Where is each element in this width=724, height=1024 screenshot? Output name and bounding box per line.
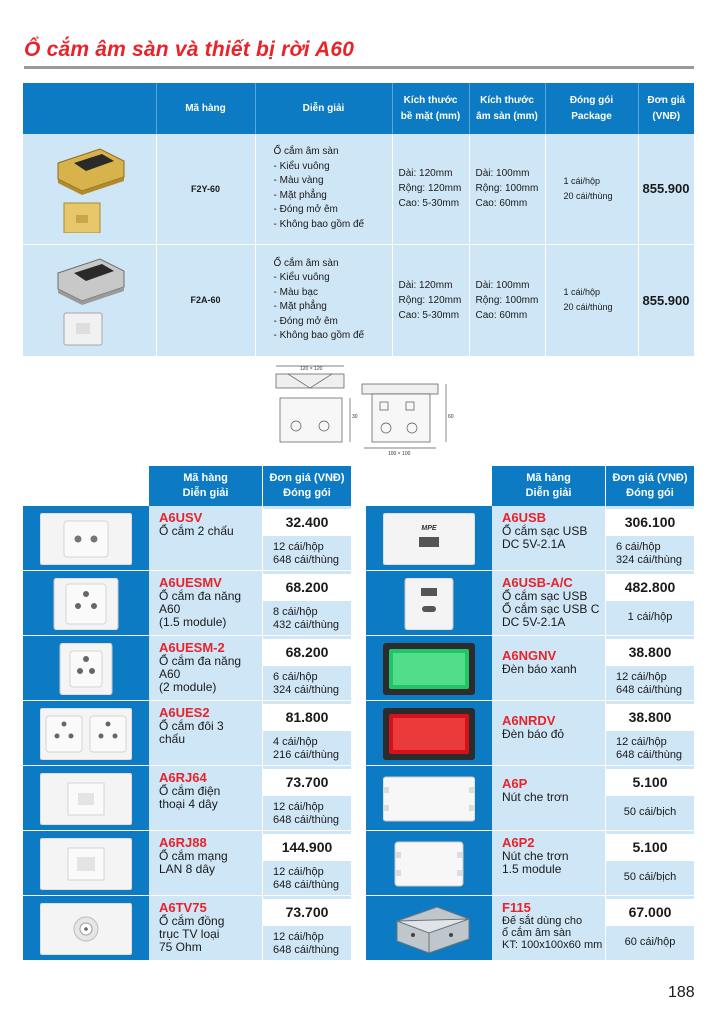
product-row (366, 506, 694, 571)
product-description: Đèn báo xanh (502, 662, 577, 676)
page-number: 188 (668, 984, 695, 1001)
floor-dimensions: Dài: 100mm Rộng: 100mm Cao: 60mm (469, 134, 545, 244)
grid-header (23, 466, 351, 506)
silver-floor-socket-icon (50, 251, 128, 347)
package-info: 12 cái/hộp 648 cái/thùng (273, 541, 340, 566)
product-image-f2a (23, 244, 156, 356)
product-code: A6USB-A/C (502, 575, 573, 590)
header-image (23, 83, 156, 134)
product-row (366, 571, 694, 636)
header-code: Mã hàng (156, 83, 255, 134)
product-description: Đèn báo đỏ (502, 727, 565, 741)
surface-dimensions: Dài: 120mm Rộng: 120mm Cao: 5-30mm (392, 134, 469, 244)
usb-socket-icon (383, 513, 475, 565)
header-code-description: Mã hàng Diễn giải (149, 466, 263, 506)
price: 38.800 (606, 639, 694, 666)
tv-socket-icon (40, 903, 132, 955)
product-code: A6P (502, 776, 528, 791)
product-row (366, 701, 694, 766)
price: 67.000 (606, 899, 694, 926)
product-row (23, 766, 351, 831)
product-row (366, 766, 694, 831)
product-code: A6UES2 (159, 705, 210, 720)
header-floor-size: Kích thước âm sàn (mm) (469, 83, 545, 134)
product-code: A6NGNV (502, 648, 557, 663)
product-description: Ổ cắm điện thoại 4 dây (159, 784, 221, 811)
universal-socket-icon (40, 578, 132, 630)
product-code: A6NRDV (502, 713, 556, 728)
product-description: Nút che trơn 1.5 module (502, 849, 569, 876)
product-description: Ổ cắm đồng trục TV loại 75 Ohm (159, 914, 225, 954)
phone-socket-icon (40, 773, 132, 825)
product-row (366, 636, 694, 701)
blank-plate-15-icon (383, 838, 475, 890)
dimension-label: 120 × 120 (300, 366, 323, 372)
product-description: Ổ cắm sạc USB Ổ cắm sạc USB C DC 5V-2.1A (502, 589, 600, 629)
product-code: A6P2 (502, 835, 535, 850)
product-code: A6UESMV (159, 575, 222, 590)
product-code: F2A-60 (156, 244, 255, 356)
product-row (23, 896, 351, 961)
dimension-label: 60 (448, 414, 454, 420)
product-description: Ổ cắm âm sàn - Kiểu vuông - Màu vàng - Mặt phẳng - Đóng mở êm - Không bao gồm đế (255, 134, 392, 244)
price: 306.100 (606, 509, 694, 536)
package-info: 1 cái/hộp 20 cái/thùng (545, 244, 638, 356)
product-description: Ổ cắm đa năng A60 (1.5 module) (159, 589, 242, 629)
product-description: Ổ cắm 2 chấu (159, 524, 234, 538)
price: 855.900 (638, 244, 694, 356)
price: 144.900 (263, 834, 351, 861)
product-row (23, 831, 351, 896)
price: 855.900 (638, 134, 694, 244)
surface-dimensions: Dài: 120mm Rộng: 120mm Cao: 5-30mm (392, 244, 469, 356)
gold-floor-socket-icon (50, 141, 128, 233)
product-description: Ổ cắm âm sàn - Kiểu vuông - Màu bạc - Mặt phẳng - Đóng mở êm - Không bao gồm đế (255, 244, 392, 356)
dimension-label: 30 (352, 414, 358, 420)
product-code: A6TV75 (159, 900, 207, 915)
grid-header (366, 466, 694, 506)
price: 68.200 (263, 639, 351, 666)
red-indicator-icon (383, 708, 475, 760)
package-info: 50 cái/bịch (623, 871, 677, 883)
package-info: 60 cái/hộp (624, 936, 676, 948)
product-row (366, 896, 694, 961)
product-code: F2Y-60 (156, 134, 255, 244)
product-row (366, 831, 694, 896)
price: 5.100 (606, 769, 694, 796)
package-info: 1 cái/hộp (627, 611, 673, 623)
product-description: Ổ cắm sạc USB DC 5V-2.1A (502, 524, 588, 551)
package-info: 12 cái/hộp 648 cái/thùng (616, 671, 683, 696)
price: 81.800 (263, 704, 351, 731)
lan-socket-icon (40, 838, 132, 890)
package-info: 6 cái/hộp 324 cái/thùng (616, 541, 683, 566)
price: 38.800 (606, 704, 694, 731)
package-info: 12 cái/hộp 648 cái/thùng (616, 736, 683, 761)
header-package: Đóng gói Package (545, 83, 638, 134)
package-info: 50 cái/bịch (623, 806, 677, 818)
product-description: Ổ cắm mạng LAN 8 dây (159, 849, 228, 876)
two-pin-socket-icon (40, 513, 132, 565)
price: 68.200 (263, 574, 351, 601)
product-code: A6USV (159, 510, 203, 525)
universal-socket-2module-icon (40, 643, 132, 695)
header-code-description: Mã hàng Diễn giải (492, 466, 606, 506)
product-code: A6RJ64 (159, 770, 207, 785)
price: 482.800 (606, 574, 694, 601)
package-info: 8 cái/hộp 432 cái/thùng (273, 606, 340, 631)
product-row (23, 571, 351, 636)
product-description: Đế sắt dùng cho ổ cắm âm sàn KT: 100x100x60 mm (502, 915, 603, 951)
double-socket-icon (40, 708, 132, 760)
product-code: F115 (502, 900, 531, 915)
package-info: 12 cái/hộp 648 cái/thùng (273, 866, 340, 891)
header-surface-size: Kích thước bề mặt (mm) (392, 83, 469, 134)
brand-label: MPE (421, 525, 437, 532)
left-product-grid (23, 466, 351, 961)
price: 73.700 (263, 769, 351, 796)
price: 73.700 (263, 899, 351, 926)
table-row (23, 134, 694, 244)
steel-box-icon (383, 903, 475, 955)
table-header-row (23, 83, 694, 134)
price: 32.400 (263, 509, 351, 536)
product-row (23, 636, 351, 701)
header-price-package: Đơn giá (VNĐ) Đóng gói (263, 466, 351, 506)
package-info: 1 cái/hộp 20 cái/thùng (545, 134, 638, 244)
product-image-f2y (23, 134, 156, 244)
package-info: 12 cái/hộp 648 cái/thùng (273, 931, 340, 956)
usb-ac-socket-icon (383, 578, 475, 630)
header-price: Đơn giá (VNĐ) (638, 83, 694, 134)
technical-drawing (266, 362, 456, 457)
table-row (23, 244, 694, 356)
price: 5.100 (606, 834, 694, 861)
package-info: 12 cái/hộp 648 cái/thùng (273, 801, 340, 826)
dimension-label: 100 × 100 (388, 451, 411, 457)
product-row (23, 701, 351, 766)
product-code: A6UESM-2 (159, 640, 225, 655)
floor-dimensions: Dài: 100mm Rộng: 100mm Cao: 60mm (469, 244, 545, 356)
right-product-grid (366, 466, 694, 961)
floor-socket-table (23, 83, 695, 357)
product-code: A6RJ88 (159, 835, 207, 850)
title-divider (24, 66, 694, 69)
header-price-package: Đơn giá (VNĐ) Đóng gói (606, 466, 694, 506)
product-row (23, 506, 351, 571)
header-description: Diễn giải (255, 83, 392, 134)
blank-plate-icon (383, 773, 475, 825)
product-description: Nút che trơn (502, 790, 569, 804)
green-indicator-icon (383, 643, 475, 695)
package-info: 4 cái/hộp 216 cái/thùng (273, 736, 340, 761)
product-description: Ổ cắm đa năng A60 (2 module) (159, 654, 242, 694)
product-description: Ổ cắm đôi 3 chấu (159, 719, 224, 746)
page-title: Ổ cắm âm sàn và thiết bị rời A60 (24, 38, 355, 61)
product-code: A6USB (502, 510, 547, 525)
package-info: 6 cái/hộp 324 cái/thùng (273, 671, 340, 696)
